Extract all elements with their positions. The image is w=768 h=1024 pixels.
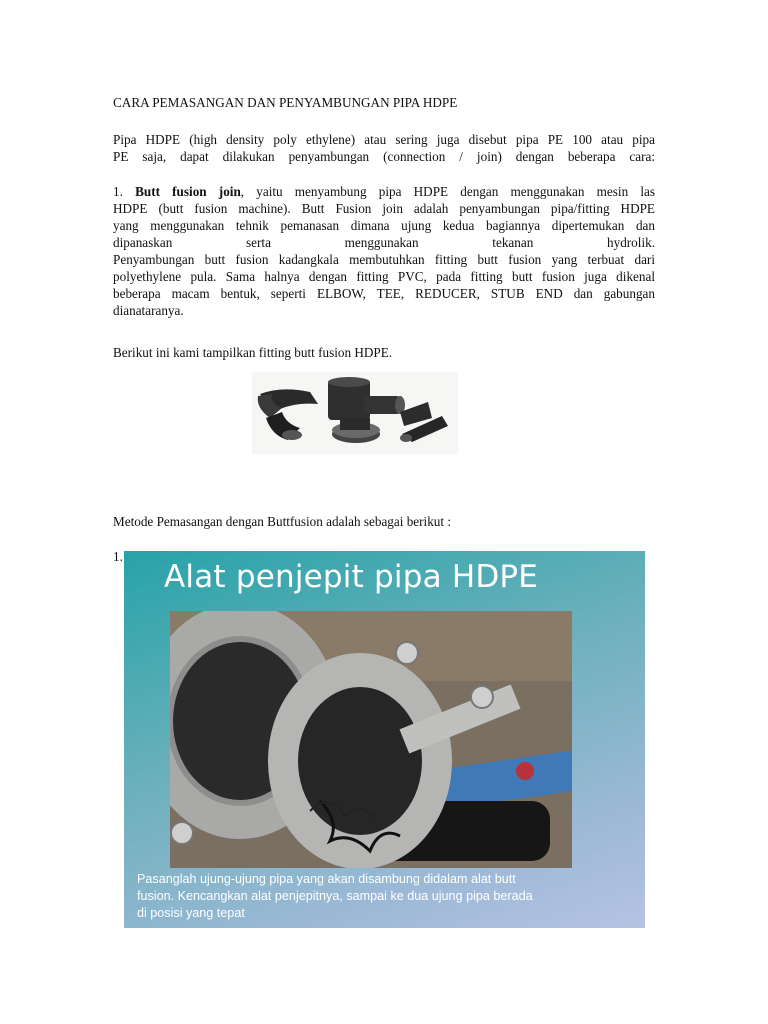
section-number: 1. [113, 184, 123, 199]
fittings-intro: Berikut ini kami tampilkan fitting butt fusion HDPE. [113, 345, 393, 360]
butt-fusion-term: Butt fusion join [135, 184, 241, 199]
fittings-photo [252, 372, 458, 454]
slide-caption [137, 871, 637, 922]
section1-line: yang menggunakan tehnik pemanasan dimana ujung kedua bagiannya dipertemukan dan [113, 218, 655, 233]
step-slide [124, 551, 645, 928]
intro-line: Pipa HDPE (high density poly ethylene) atau sering juga disebut pipa PE 100 atau pipa [113, 132, 655, 147]
section1-line: , yaitu menyambung pipa HDPE dengan menggunakan mesin las [240, 184, 655, 199]
document-title: CARA PEMASANGAN DAN PENYAMBUNGAN PIPA HDPE [113, 95, 458, 110]
pipe-clamp-illustration [170, 611, 572, 868]
section1-line: dipanaskan serta menggunakan tekanan hydrolik. [113, 235, 655, 250]
caption-line: Pasanglah ujung-ujung pipa yang akan disambung didalam alat butt [137, 872, 516, 886]
section1-line: dianataranya. [113, 303, 184, 318]
method-intro: Metode Pemasangan dengan Buttfusion adalah sebagai berikut : [113, 514, 452, 529]
slide-title: Alat penjepit pipa HDPE [164, 559, 539, 595]
butt-fusion-section [113, 183, 655, 319]
caption-line: di posisi yang tepat [137, 906, 245, 920]
fittings-illustration [252, 372, 458, 454]
section1-line: beberapa macam bentuk, seperti ELBOW, TEE, REDUCER, STUB END dan gabungan [113, 286, 655, 301]
section1-line: polyethylene pula. Sama halnya dengan fitting PVC, pada fitting butt fusion juga dikenal [113, 269, 655, 284]
section1-line: HDPE (butt fusion machine). Butt Fusion join adalah penyambungan pipa/fitting HDPE [113, 201, 655, 216]
intro-line: PE saja, dapat dilakukan penyambungan (connection / join) dengan beberapa cara: [113, 149, 655, 164]
pipe-clamp-photo [170, 611, 572, 868]
intro-paragraph [113, 131, 655, 165]
section1-line: Penyambungan butt fusion kadangkala membutuhkan fitting butt fusion yang terbuat dari [113, 252, 655, 267]
caption-line: fusion. Kencangkan alat penjepitnya, sampai ke dua ujung pipa berada [137, 889, 533, 903]
step-number: 1. [113, 549, 123, 564]
section1-first-line [113, 183, 655, 200]
